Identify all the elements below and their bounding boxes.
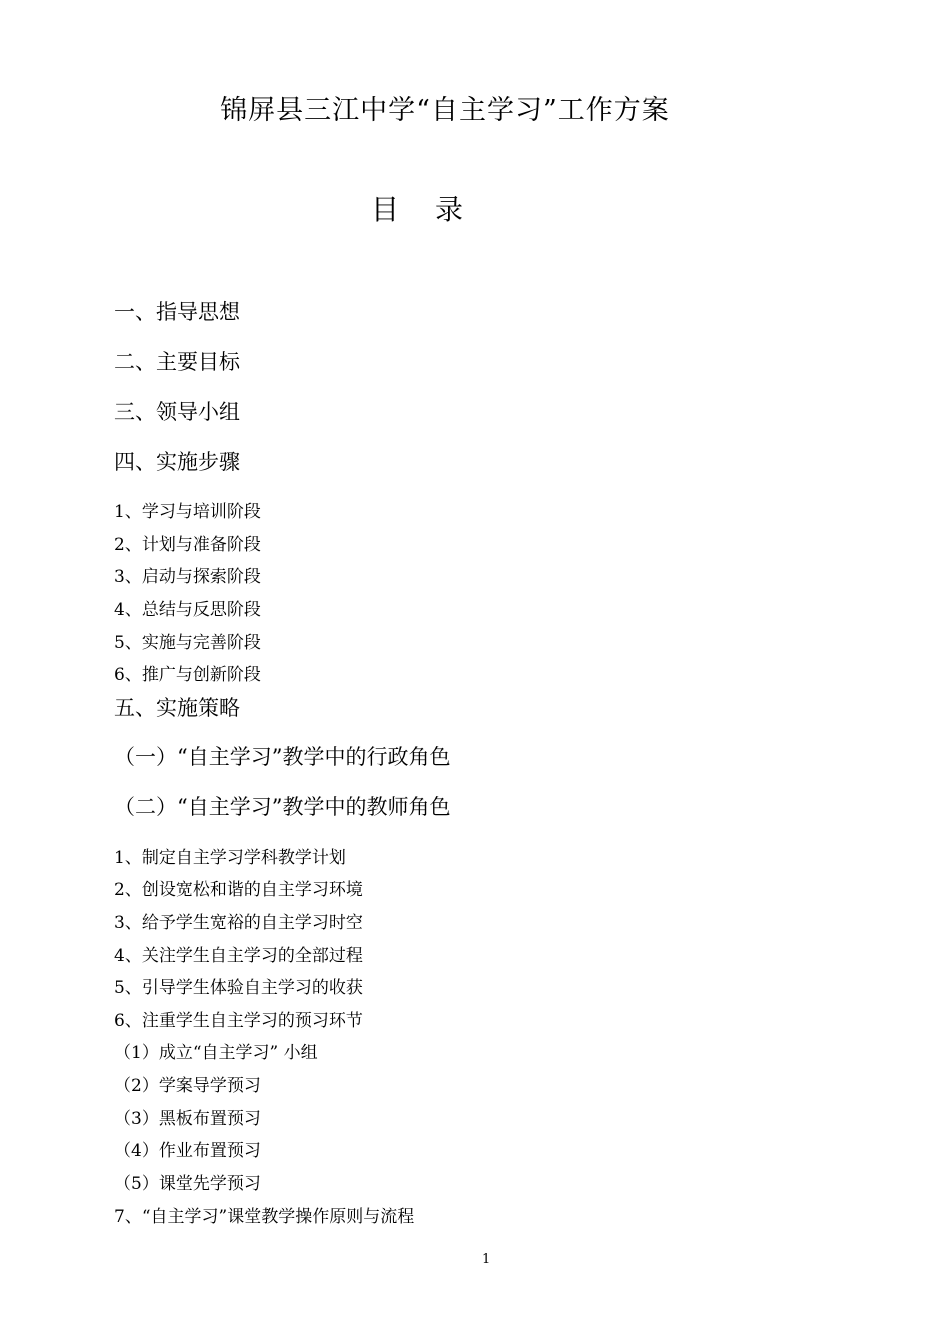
toc-entry: （5）课堂先学预习 <box>114 1174 261 1194</box>
toc-entry: 2、计划与准备阶段 <box>114 535 261 555</box>
toc-entry: 6、推广与创新阶段 <box>114 665 261 685</box>
toc-heading: 目录 <box>370 193 499 226</box>
toc-entry: 4、关注学生自主学习的全部过程 <box>114 946 363 966</box>
toc-entry: 3、给予学生宽裕的自主学习时空 <box>114 913 363 933</box>
toc-entry: （2）学案导学预习 <box>114 1076 261 1096</box>
toc-entry: （二）“自主学习”教学中的教师角色 <box>114 795 451 819</box>
toc-entry: （1）成立“自主学习” 小组 <box>114 1043 318 1063</box>
toc-entry: 2、创设宽松和谐的自主学习环境 <box>114 880 363 900</box>
toc-entry: 三、领导小组 <box>114 400 240 424</box>
toc-entry: 5、实施与完善阶段 <box>114 633 261 653</box>
toc-entry: （3）黑板布置预习 <box>114 1109 261 1129</box>
toc-entry: 6、注重学生自主学习的预习环节 <box>114 1011 363 1031</box>
toc-entry: （一）“自主学习”教学中的行政角色 <box>114 745 451 769</box>
toc-entry: 3、启动与探索阶段 <box>114 567 261 587</box>
page-number: 1 <box>482 1252 491 1267</box>
toc-entry: 5、引导学生体验自主学习的收获 <box>114 978 363 998</box>
toc-entry: 一、指导思想 <box>114 300 240 324</box>
toc-entry: 7、“自主学习”课堂教学操作原则与流程 <box>114 1207 415 1227</box>
toc-entry: 1、学习与培训阶段 <box>114 502 261 522</box>
toc-entry: 二、主要目标 <box>114 350 240 374</box>
toc-entry: 四、实施步骤 <box>114 450 240 474</box>
toc-entry: 4、总结与反思阶段 <box>114 600 261 620</box>
toc-entry: 1、制定自主学习学科教学计划 <box>114 848 346 868</box>
document-title: 锦屏县三江中学“自主学习”工作方案 <box>220 95 670 126</box>
toc-entry: （4）作业布置预习 <box>114 1141 261 1161</box>
toc-entry: 五、实施策略 <box>114 696 240 720</box>
